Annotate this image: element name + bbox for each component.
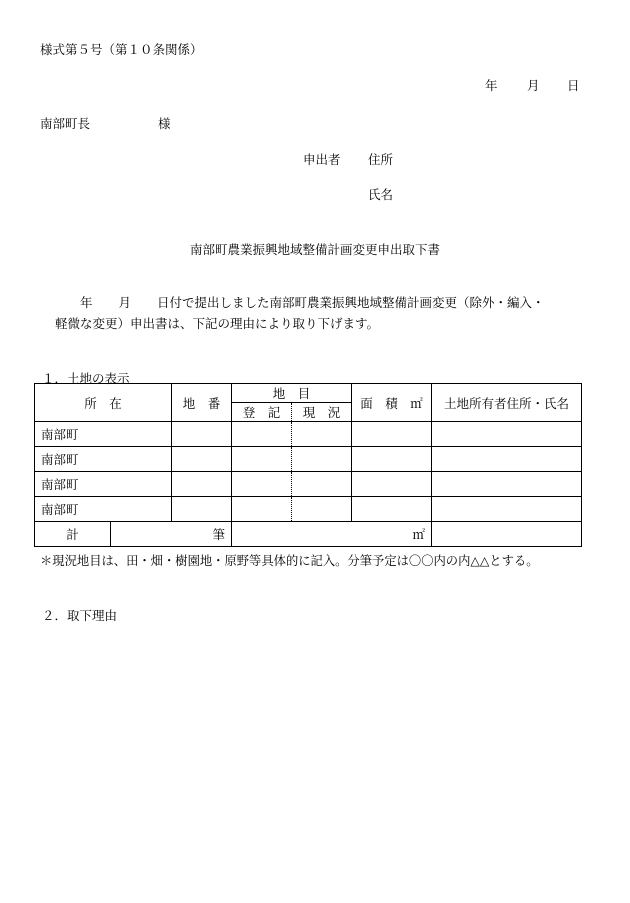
header-current: 現 況 xyxy=(292,403,352,422)
row-lot-number[interactable] xyxy=(172,422,232,447)
body-rest: 日付で提出しました南部町農業振興地域整備計画変更（除外・編入・ xyxy=(157,295,545,310)
addressee-suffix: 様 xyxy=(158,116,171,131)
section1-heading: １．土地の表示 xyxy=(42,371,130,386)
total-count-unit: 筆 xyxy=(111,522,232,547)
row-current[interactable] xyxy=(292,472,352,497)
row-current[interactable] xyxy=(292,497,352,522)
row-area[interactable] xyxy=(352,447,432,472)
date-day-label: 日 xyxy=(567,78,580,93)
row-area[interactable] xyxy=(352,472,432,497)
name-label: 氏名 xyxy=(368,187,394,202)
header-owner: 土地所有者住所・氏名 xyxy=(432,384,582,422)
address-label: 住所 xyxy=(368,152,394,167)
total-row xyxy=(35,522,582,547)
header-location: 所 在 xyxy=(35,384,172,422)
row-lot-number[interactable] xyxy=(172,472,232,497)
row-lot-number[interactable] xyxy=(172,497,232,522)
form-number: 様式第５号（第１０条関係） xyxy=(40,42,203,57)
row-registered[interactable] xyxy=(232,422,292,447)
table-row xyxy=(35,422,582,447)
total-area-unit: ㎡ xyxy=(232,522,432,547)
row-owner[interactable] xyxy=(432,497,582,522)
body-year: 年 xyxy=(80,295,93,310)
date-year-label: 年 xyxy=(485,78,498,93)
row-current[interactable] xyxy=(292,422,352,447)
row-location: 南部町 xyxy=(35,422,172,447)
body-month: 月 xyxy=(118,295,132,310)
addressee: 南部町長 xyxy=(40,116,91,131)
row-registered[interactable] xyxy=(232,497,292,522)
total-label: 計 xyxy=(35,522,111,547)
row-lot-number[interactable] xyxy=(172,447,232,472)
date-month-label: 月 xyxy=(527,78,540,93)
header-registered: 登 記 xyxy=(232,403,292,422)
row-owner[interactable] xyxy=(432,472,582,497)
table-note: ＊現況地目は、田・畑・樹園地・原野等具体的に記入。分筆予定は〇〇内の内△△とする。 xyxy=(40,554,539,568)
applicant-label: 申出者 xyxy=(303,152,341,167)
body-text-line2: 軽微な変更）申出書は、下記の理由により取り下げます。 xyxy=(55,316,380,331)
total-owner[interactable] xyxy=(432,522,582,547)
row-area[interactable] xyxy=(352,497,432,522)
row-location: 南部町 xyxy=(35,472,172,497)
body-text-line1 xyxy=(80,293,545,311)
section2-heading: ２．取下理由 xyxy=(42,608,118,623)
header-lot-number: 地 番 xyxy=(172,384,232,422)
document-title: 南部町農業振興地域整備計画変更申出取下書 xyxy=(189,242,440,257)
land-table xyxy=(34,383,582,547)
table-row xyxy=(35,497,582,522)
row-owner[interactable] xyxy=(432,422,582,447)
row-location: 南部町 xyxy=(35,447,172,472)
row-registered[interactable] xyxy=(232,447,292,472)
row-location: 南部町 xyxy=(35,497,172,522)
row-area[interactable] xyxy=(352,422,432,447)
header-land-category: 地 目 xyxy=(232,384,352,403)
header-area: 面 積 ㎡ xyxy=(352,384,432,422)
row-registered[interactable] xyxy=(232,472,292,497)
table-row xyxy=(35,472,582,497)
row-current[interactable] xyxy=(292,447,352,472)
row-owner[interactable] xyxy=(432,447,582,472)
table-row xyxy=(35,447,582,472)
